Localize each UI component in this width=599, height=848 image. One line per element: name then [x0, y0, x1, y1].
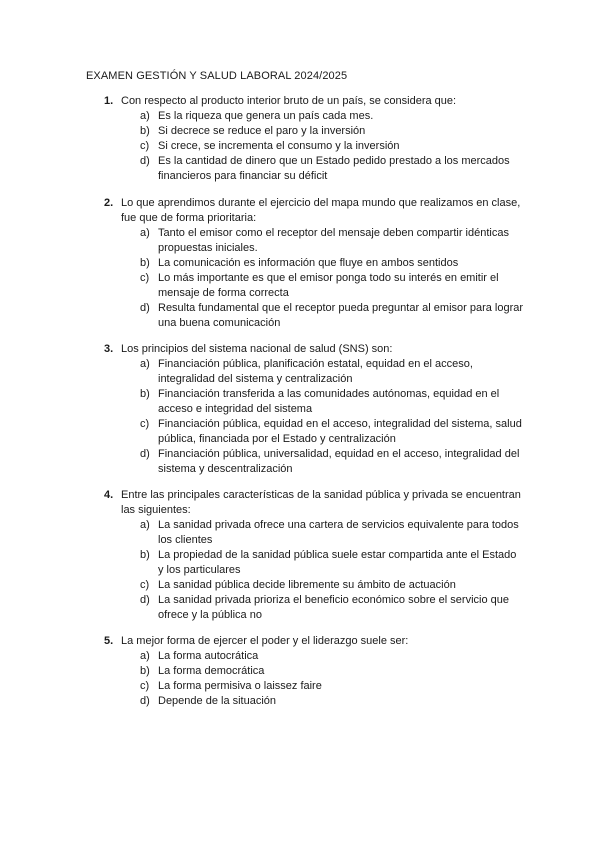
question-text: Entre las principales características de la sanidad pública y privada se encuentran las siguientes: — [121, 489, 521, 516]
option-c — [104, 679, 524, 694]
option-letter: c) — [140, 272, 150, 284]
option-text: La propiedad de la sanidad pública suele estar compartida ante el Estado y los particulares — [158, 549, 517, 576]
option-c — [104, 271, 524, 301]
question-1 — [104, 94, 524, 184]
question-header — [104, 342, 524, 357]
option-text: Si decrece se reduce el paro y la inversión — [158, 125, 366, 137]
option-text: La forma democrática — [158, 665, 265, 677]
option-c — [104, 139, 524, 154]
option-text: Lo más importante es que el emisor ponga todo su interés en emitir el mensaje de forma correcta — [158, 272, 499, 299]
question-header — [104, 94, 524, 109]
question-3 — [104, 342, 524, 477]
option-text: Si crece, se incrementa el consumo y la inversión — [158, 140, 400, 152]
option-text: La sanidad privada prioriza el beneficio económico sobre el servicio que ofrece y la pública no — [158, 594, 509, 621]
option-letter: b) — [140, 388, 150, 400]
option-list — [104, 518, 524, 623]
question-header — [104, 196, 524, 226]
option-list — [104, 109, 524, 184]
option-text: La sanidad privada ofrece una cartera de servicios equivalente para todos los clientes — [158, 519, 519, 546]
option-b — [104, 124, 524, 139]
question-text: Lo que aprendimos durante el ejercicio del mapa mundo que realizamos en clase, fue que de forma prioritaria: — [121, 197, 521, 224]
exam-title: EXAMEN GESTIÓN Y SALUD LABORAL 2024/2025 — [86, 70, 348, 82]
option-text: Financiación pública, equidad en el acceso, integralidad del sistema, salud pública, financiada por el Estado y centralización — [158, 418, 522, 445]
question-number: 4. — [104, 489, 114, 501]
question-number: 1. — [104, 95, 114, 107]
option-a — [104, 357, 524, 387]
option-text: Financiación pública, planificación estatal, equidad en el acceso, integralidad del sistema y centralización — [158, 358, 473, 385]
option-b — [104, 548, 524, 578]
option-letter: a) — [140, 358, 150, 370]
option-text: La forma permisiva o laissez faire — [158, 680, 322, 692]
option-c — [104, 578, 524, 593]
option-letter: d) — [140, 155, 150, 167]
option-letter: a) — [140, 650, 150, 662]
option-letter: c) — [140, 418, 150, 430]
question-text: Con respecto al producto interior bruto de un país, se considera que: — [121, 95, 457, 107]
question-4 — [104, 488, 524, 623]
option-text: La sanidad pública decide libremente su ámbito de actuación — [158, 579, 456, 591]
option-letter: b) — [140, 665, 150, 677]
option-text: Es la riqueza que genera un país cada mes. — [158, 110, 374, 122]
option-text: Resulta fundamental que el receptor pueda preguntar al emisor para lograr una buena comunicación — [158, 302, 524, 329]
option-list — [104, 649, 524, 709]
question-text: Los principios del sistema nacional de salud (SNS) son: — [121, 343, 393, 355]
question-header — [104, 488, 524, 518]
option-text: Financiación pública, universalidad, equidad en el acceso, integralidad del sistema y descentralización — [158, 448, 520, 475]
option-letter: c) — [140, 140, 150, 152]
option-list — [104, 226, 524, 331]
question-text: La mejor forma de ejercer el poder y el liderazgo suele ser: — [121, 635, 409, 647]
option-b — [104, 664, 524, 679]
option-letter: a) — [140, 110, 150, 122]
question-number: 5. — [104, 635, 114, 647]
option-letter: b) — [140, 549, 150, 561]
question-header — [104, 634, 524, 649]
option-letter: c) — [140, 680, 150, 692]
option-letter: b) — [140, 257, 150, 269]
option-letter: a) — [140, 519, 150, 531]
option-letter: d) — [140, 594, 150, 606]
option-text: Depende de la situación — [158, 695, 277, 707]
option-a — [104, 649, 524, 664]
option-b — [104, 387, 524, 417]
option-text: Tanto el emisor como el receptor del mensaje deben compartir idénticas propuestas iniciales. — [158, 227, 509, 254]
option-a — [104, 109, 524, 124]
option-letter: d) — [140, 302, 150, 314]
option-letter: a) — [140, 227, 150, 239]
question-5 — [104, 634, 524, 709]
option-d — [104, 593, 524, 623]
option-letter: c) — [140, 579, 150, 591]
option-d — [104, 154, 524, 184]
option-text: Financiación transferida a las comunidades autónomas, equidad en el acceso e integridad del sistema — [158, 388, 500, 415]
option-letter: d) — [140, 448, 150, 460]
question-number: 3. — [104, 343, 114, 355]
option-c — [104, 417, 524, 447]
option-text: La comunicación es información que fluye en ambos sentidos — [158, 257, 459, 269]
option-a — [104, 518, 524, 548]
option-text: Es la cantidad de dinero que un Estado pedido prestado a los mercados financieros para financiar su déficit — [158, 155, 510, 182]
question-number: 2. — [104, 197, 114, 209]
option-a — [104, 226, 524, 256]
option-b — [104, 256, 524, 271]
question-2 — [104, 196, 524, 331]
option-d — [104, 694, 524, 709]
option-list — [104, 357, 524, 477]
option-letter: b) — [140, 125, 150, 137]
option-d — [104, 301, 524, 331]
option-text: La forma autocrática — [158, 650, 259, 662]
option-letter: d) — [140, 695, 150, 707]
option-d — [104, 447, 524, 477]
